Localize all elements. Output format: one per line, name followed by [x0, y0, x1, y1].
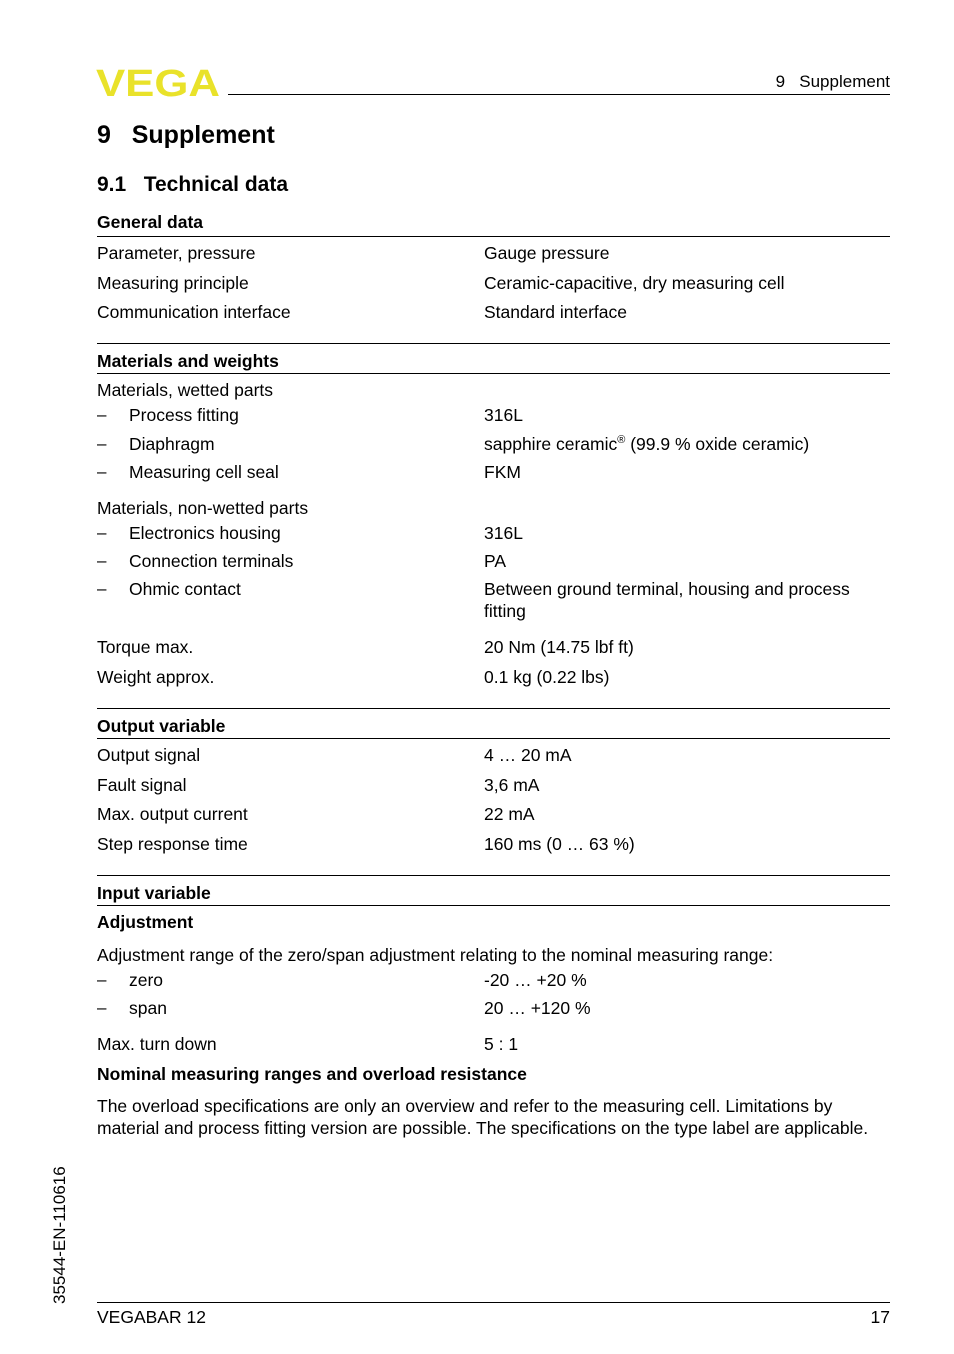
row-value: 20 Nm (14.75 lbf ft): [484, 637, 634, 657]
adjustment-intro: Adjustment range of the zero/span adjustment relating to the nominal measuring range:: [97, 945, 774, 965]
row-value: FKM: [484, 462, 521, 482]
row-value: [484, 433, 809, 455]
vega-logo-text: VEGA: [96, 66, 220, 98]
row-label: Measuring principle: [97, 273, 249, 293]
row-value: Standard interface: [484, 302, 628, 322]
bullet-dash: –: [97, 970, 107, 989]
row-value: 316L: [484, 523, 523, 543]
vega-logo: [96, 66, 220, 98]
row-label: zero: [129, 970, 164, 990]
row-label: Electronics housing: [129, 523, 281, 543]
row-value: -20 … +20 %: [484, 970, 587, 990]
nominal-text: The overload specifications are only an overview and refer to the measuring cell. Limitations by material and process fitting version are possible. The specifications on the type label are applicable.: [97, 1096, 869, 1138]
row-label: Diaphragm: [129, 434, 215, 454]
diaphragm-value-suffix: (99.9 % oxide ceramic): [625, 434, 810, 454]
bullet-dash: –: [97, 434, 107, 453]
row-label: Weight approx.: [97, 667, 215, 687]
bullet-dash: –: [97, 579, 107, 598]
chapter-title: 9 Supplement: [97, 121, 275, 149]
row-value: 4 … 20 mA: [484, 745, 572, 765]
row-label: Torque max.: [97, 637, 194, 657]
footer-page-number: 17: [870, 1307, 890, 1327]
row-value: Gauge pressure: [484, 243, 610, 263]
input-heading: Input variable: [97, 883, 211, 903]
output-heading: Output variable: [97, 716, 226, 736]
section-title: 9.1 Technical data: [97, 173, 289, 196]
row-value: PA: [484, 551, 507, 571]
row-label: Max. turn down: [97, 1034, 217, 1054]
bullet-dash: –: [97, 998, 107, 1017]
row-label: Measuring cell seal: [129, 462, 279, 482]
footer-rule: [97, 1302, 890, 1303]
materials-top-rule: [97, 343, 890, 344]
bullet-dash: –: [97, 551, 107, 570]
row-value: Ceramic-capacitive, dry measuring cell: [484, 273, 785, 293]
header-rule: [228, 94, 890, 95]
bullet-dash: –: [97, 523, 107, 542]
materials-rule: [97, 373, 890, 374]
output-top-rule: [97, 708, 890, 709]
registered-mark: ®: [617, 434, 626, 447]
row-label: Max. output current: [97, 804, 248, 824]
document-code: 35544-EN-110616: [50, 1166, 69, 1304]
wetted-parts-label: Materials, wetted parts: [97, 380, 274, 400]
row-label: Ohmic contact: [129, 579, 241, 599]
input-top-rule: [97, 875, 890, 876]
row-label: Output signal: [97, 745, 201, 765]
row-value: 3,6 mA: [484, 775, 540, 795]
row-value: 22 mA: [484, 804, 535, 824]
row-label: Communication interface: [97, 302, 291, 322]
output-rule: [97, 738, 890, 739]
row-label: span: [129, 998, 167, 1018]
row-label: Parameter, pressure: [97, 243, 256, 263]
diaphragm-value: sapphire ceramic: [484, 434, 618, 454]
nonwetted-parts-label: Materials, non-wetted parts: [97, 498, 309, 518]
row-value: 160 ms (0 … 63 %): [484, 834, 635, 854]
row-value: 0.1 kg (0.22 lbs): [484, 667, 610, 687]
bullet-dash: –: [97, 405, 107, 424]
header-section-label: 9 Supplement: [775, 72, 890, 91]
row-value: 5 : 1: [484, 1034, 519, 1054]
row-label: Connection terminals: [129, 551, 294, 571]
row-value: 316L: [484, 405, 523, 425]
general-data-rule: [97, 236, 890, 237]
footer-product: VEGABAR 12: [97, 1307, 206, 1327]
input-rule: [97, 905, 890, 906]
row-label: Process fitting: [129, 405, 239, 425]
general-data-heading: General data: [97, 212, 204, 232]
row-value: Between ground terminal, housing and process fitting: [484, 579, 850, 621]
adjustment-subheading: Adjustment: [97, 912, 194, 932]
materials-heading: Materials and weights: [97, 351, 279, 371]
bullet-dash: –: [97, 462, 107, 481]
row-label: Fault signal: [97, 775, 187, 795]
row-value: 20 … +120 %: [484, 998, 591, 1018]
row-label: Step response time: [97, 834, 248, 854]
nominal-heading: Nominal measuring ranges and overload resistance: [97, 1064, 527, 1084]
